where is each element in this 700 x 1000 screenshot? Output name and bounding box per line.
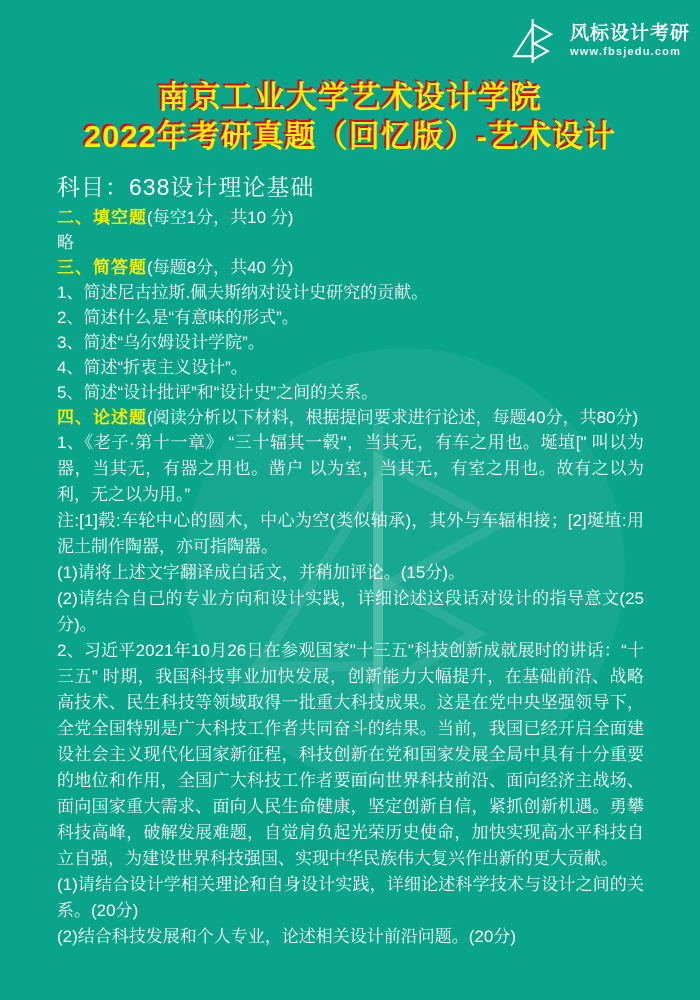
exam-item: 1、《老子·第十一章》 “三十辐其一毂"，当其无，有车之用也。埏埴[" 叫以为器，当其无，有器之用也。凿户 以为室，当其无，有室之用也。故有之以为利，无之以为用。”	[57, 433, 644, 504]
section-heading	[57, 255, 644, 280]
exam-item: (2)结合科技发展和个人专业，论述相关设计前沿问题。(20分)	[57, 927, 517, 946]
brand-logo	[509, 14, 690, 68]
section-heading-note: (每空1分，共10 分)	[147, 208, 294, 227]
subject-line: 科目：638设计理论基础	[57, 174, 315, 200]
fbs-logo-icon	[509, 14, 563, 68]
exam-item: (1)请结合设计学相关理论和自身设计实践，详细论述科学技术与设计之间的关系。(20分)	[57, 875, 644, 920]
exam-item: 3、简述“乌尔姆设计学院”。	[57, 333, 265, 352]
section-heading-label: 三、简答题	[57, 258, 147, 277]
section-heading	[57, 405, 644, 430]
exam-item: 2、简述什么是“有意味的形式”。	[57, 308, 299, 327]
section-heading-label: 二、填空题	[57, 208, 147, 227]
title-line2: 2022年考研真题（回忆版）-艺术设计	[83, 119, 617, 154]
exam-item: 1、简述尼古拉斯.佩夫斯纳对设计史研究的贡献。	[57, 283, 429, 302]
section-short-answer	[57, 255, 644, 405]
exam-item: 略	[57, 233, 74, 252]
exam-content	[57, 172, 644, 950]
brand-url: www.fbsjedu.com	[569, 46, 682, 58]
exam-item: 5、简述“设计批评”和“设计史”之间的关系。	[57, 383, 379, 402]
exam-item: 4、简述“折衷主义设计”。	[57, 358, 248, 377]
page-title	[0, 78, 700, 156]
section-heading	[57, 205, 644, 230]
exam-item: 2、习近平2021年10月26日在参观国家"十三五"科技创新成就展时的讲话：“十三五” 时期，我国科技事业加快发展，创新能力大幅提升，在基础前沿、战略高技术、民生科技等领域取得一批重大科技成果。这是在党中央坚强领导下，全党全国特别是广大科技工作者共同奋斗的结果。当前，我国已经开启全面建设社会主义现代化国家新征程，科技创新在党和国家发展全局中具有十分重要的地位和作用，全国广大科技工作者要面向世界科技前沿、面向经济主战场、面向国家重大需求、面向人民生命健康，坚定创新自信，紧抓创新机遇。勇攀科技高峰，破解发展难题，自觉肩负起光荣历史使命，加快实现高水平科技自立自强，为建设世界科技强国、实现中华民族伟大复兴作出新的更大贡献。	[57, 641, 644, 868]
section-essay	[57, 405, 644, 950]
exam-item: (2)请结合自己的专业方向和设计实践，详细论述这段话对设计的指导意文(25分)。	[57, 589, 644, 634]
section-heading-note: (每题8分，共40 分)	[147, 258, 294, 277]
brand-text	[570, 23, 690, 59]
exam-item: 注:[1]毂:车轮中心的圆木，中心为空(类似轴承)，其外与车辐相接；[2]埏埴:用泥土制作陶器，亦可指陶器。	[57, 511, 644, 556]
section-fill-blank	[57, 205, 644, 255]
exam-item: (1)请将上述文字翻译成白话文，并稍加评论。(15分)。	[57, 563, 466, 582]
title-line1: 南京工业大学艺术设计学院	[158, 80, 542, 115]
section-heading-label: 四、论述题	[57, 408, 147, 427]
brand-name: 风标设计考研	[569, 23, 690, 44]
section-heading-note: (阅读分析以下材料，根据提问要求进行论述，每题40分，共80分)	[147, 408, 639, 427]
